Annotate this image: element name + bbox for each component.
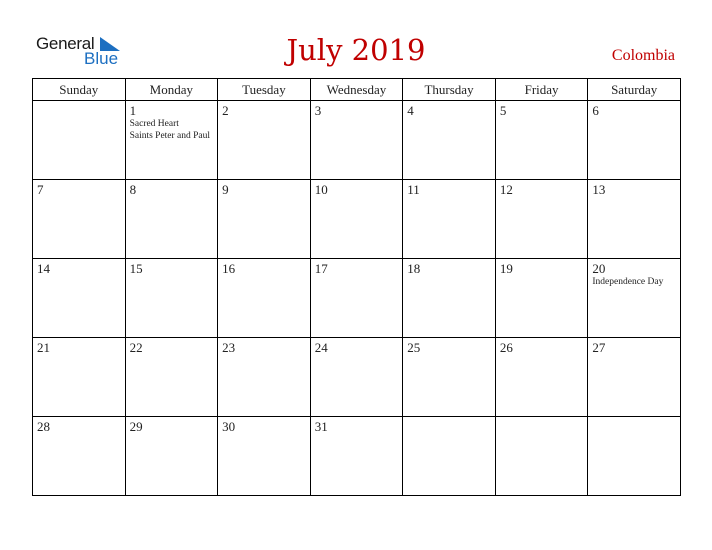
calendar-day-cell	[218, 101, 311, 180]
day-number: 30	[222, 419, 236, 434]
day-number: 29	[129, 419, 143, 434]
calendar-body	[33, 101, 681, 496]
day-number: 22	[129, 340, 143, 355]
day-number: 3	[314, 103, 322, 118]
calendar-day-cell	[310, 417, 403, 496]
day-number: 27	[592, 340, 606, 355]
logo-text-blue: Blue	[84, 49, 119, 68]
day-number: 5	[499, 103, 507, 118]
calendar-day-cell	[495, 338, 588, 417]
calendar-day-cell	[33, 259, 126, 338]
day-number: 18	[407, 261, 421, 276]
holiday-label: Sacred Heart	[129, 119, 179, 129]
calendar-day-cell	[33, 417, 126, 496]
day-number: 7	[37, 182, 44, 197]
calendar-day-cell	[588, 180, 681, 259]
weekday-header: Tuesday	[218, 79, 311, 101]
day-number: 12	[499, 182, 513, 197]
day-number: 25	[407, 340, 421, 355]
calendar-empty-cell	[495, 417, 588, 496]
calendar-day-cell	[125, 101, 218, 180]
day-number: 8	[129, 182, 137, 197]
calendar-week-row	[33, 417, 681, 496]
calendar-day-cell	[310, 259, 403, 338]
calendar-day-cell	[218, 338, 311, 417]
day-number: 10	[314, 182, 328, 197]
calendar-week-row	[33, 259, 681, 338]
calendar-day-cell	[310, 180, 403, 259]
day-number: 17	[314, 261, 328, 276]
holiday-label: Independence Day	[592, 277, 664, 287]
page-title: July 2019	[286, 33, 426, 67]
day-number: 28	[37, 419, 50, 434]
calendar-day-cell	[125, 417, 218, 496]
calendar-day-cell	[310, 101, 403, 180]
calendar-day-cell	[403, 259, 496, 338]
day-number: 26	[499, 340, 513, 355]
day-number: 20	[592, 261, 606, 276]
weekday-header: Friday	[495, 79, 588, 101]
calendar-day-cell	[495, 101, 588, 180]
day-number: 21	[37, 340, 50, 355]
calendar-day-cell	[218, 259, 311, 338]
day-number: 6	[592, 103, 599, 118]
day-number: 19	[499, 261, 513, 276]
calendar-day-cell	[588, 338, 681, 417]
calendar-day-cell	[125, 259, 218, 338]
calendar-day-cell	[125, 338, 218, 417]
calendar-week-row	[33, 101, 681, 180]
calendar-day-cell	[218, 180, 311, 259]
day-number: 14	[37, 261, 50, 276]
calendar-grid	[32, 78, 681, 496]
calendar-empty-cell	[403, 417, 496, 496]
calendar-empty-cell	[33, 101, 126, 180]
day-number: 2	[222, 103, 229, 118]
calendar-day-cell	[403, 101, 496, 180]
calendar-week-row	[33, 338, 681, 417]
day-number: 11	[407, 182, 420, 197]
weekday-header: Saturday	[588, 79, 681, 101]
logo-text-general: General	[36, 34, 95, 53]
calendar-day-cell	[495, 180, 588, 259]
day-number: 31	[314, 419, 328, 434]
day-number: 24	[314, 340, 328, 355]
calendar-day-cell	[588, 259, 681, 338]
day-number: 13	[592, 182, 606, 197]
weekday-header: Monday	[125, 79, 218, 101]
weekday-header: Thursday	[403, 79, 496, 101]
weekday-header: Wednesday	[310, 79, 403, 101]
calendar-day-cell	[310, 338, 403, 417]
calendar-day-cell	[403, 180, 496, 259]
day-number: 16	[222, 261, 236, 276]
calendar-empty-cell	[588, 417, 681, 496]
calendar-day-cell	[33, 338, 126, 417]
day-number: 15	[129, 261, 143, 276]
holiday-label: Saints Peter and Paul	[129, 130, 211, 141]
day-number: 4	[407, 103, 414, 118]
day-number: 23	[222, 340, 236, 355]
weekday-header-row	[33, 79, 681, 101]
calendar-day-cell	[125, 180, 218, 259]
weekday-header: Sunday	[33, 79, 126, 101]
calendar-day-cell	[33, 180, 126, 259]
calendar-day-cell	[218, 417, 311, 496]
day-number: 9	[222, 182, 229, 197]
calendar-day-cell	[403, 338, 496, 417]
country-label: Colombia	[611, 47, 675, 64]
calendar-day-cell	[588, 101, 681, 180]
day-number: 1	[129, 103, 137, 118]
calendar-day-cell	[495, 259, 588, 338]
calendar-week-row	[33, 180, 681, 259]
